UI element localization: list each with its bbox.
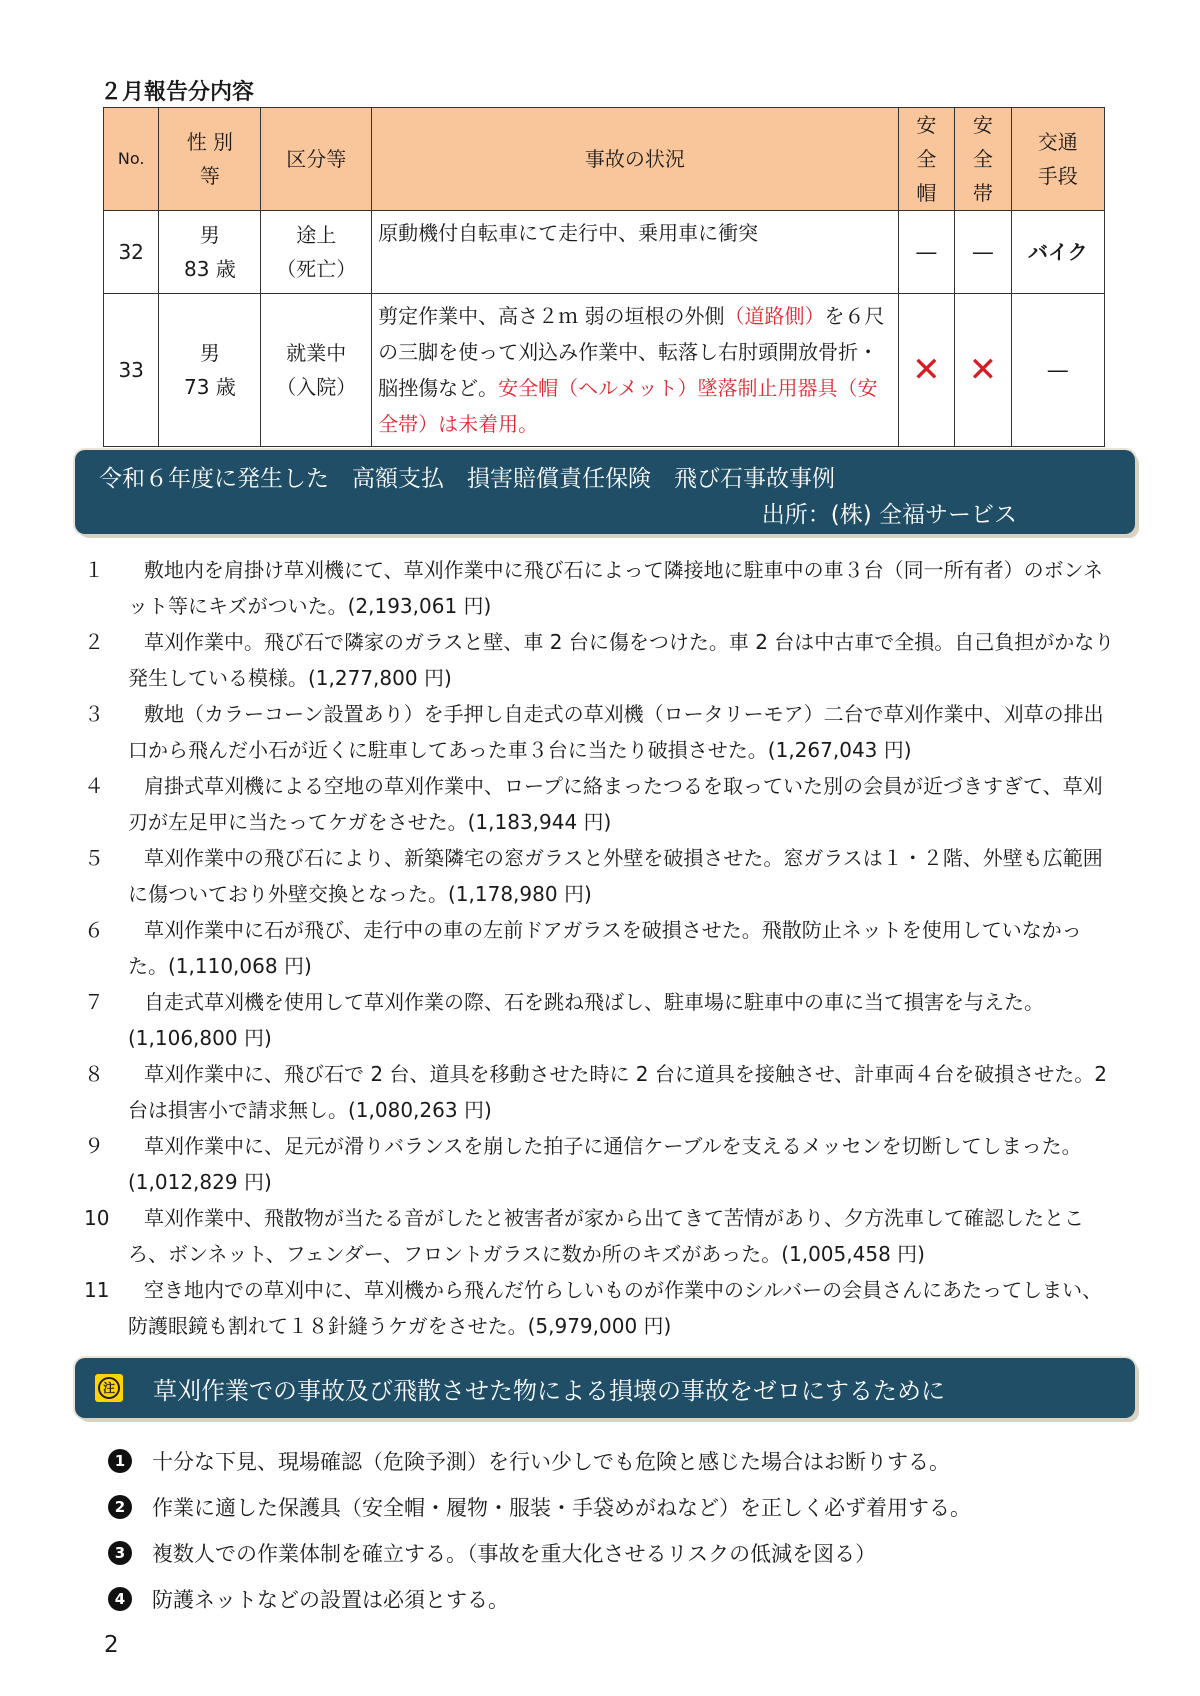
measure-text: 十分な下見、現場確認（危険予測）を行い少しでも危険と感じた場合はお断りする。 (152, 1450, 950, 1474)
case-number: 11 (84, 1278, 110, 1302)
cell-category (261, 211, 372, 294)
case-number: ９ (84, 1134, 104, 1158)
case-text: 草刈作業中の飛び石により、新築隣宅の窓ガラスと外壁を破損させた。窓ガラスは１・２階、外壁も広範囲に傷ついており外壁交換となった。(1,178,980 円) (128, 846, 1103, 906)
case-item (84, 1128, 1116, 1200)
case-item (84, 552, 1116, 624)
case-text: 草刈作業中。飛び石で隣家のガラスと壁、車 2 台に傷をつけた。車 2 台は中古車で全損。自己負担がかなり発生している模様。(1,277,800 円) (128, 630, 1115, 690)
cell-age: 73 歳 (183, 375, 236, 399)
measure-text: 作業に適した保護具（安全帽・履物・服装・手袋めがねなど）を正しく必ず着用する。 (152, 1496, 971, 1520)
cell-gender-value: 男 (199, 223, 220, 247)
col-transport-1: 交通 (1037, 130, 1078, 154)
cell-situation: 原動機付自転車にて走行中、乗用車に衝突 (372, 211, 899, 294)
case-text: 自走式草刈機を使用して草刈作業の際、石を跳ね飛ばし、駐車場に駐車中の車に当て損害を与えた。(1,106,800 円) (128, 990, 1044, 1050)
cell-situation (372, 294, 899, 447)
cell-helmet: ― (898, 211, 954, 294)
case-number: ２ (84, 630, 104, 654)
col-situation: 事故の状況 (372, 108, 899, 211)
col-gender-bottom: 等 (199, 164, 220, 188)
col-gender-top: 性 別 (186, 130, 234, 154)
case-text: 草刈作業中に、飛び石で 2 台、道具を移動させた時に 2 台に道具を接触させ、計車両４台を破損させた。2台は損害小で請求無し。(1,080,263 円) (128, 1062, 1108, 1122)
situation-text-a: 剪定作業中、高さ２ｍ 弱の垣根の外側 (378, 304, 725, 328)
case-item (84, 840, 1116, 912)
measure-number-icon: 1 (108, 1449, 132, 1473)
cell-transport: バイク (1011, 211, 1104, 294)
col-helmet (898, 108, 954, 211)
case-text: 肩掛式草刈機による空地の草刈作業中、ロープに絡まったつるを取っていた別の会員が近づきすぎて、草刈刃が左足甲に当たってケガをさせた。(1,183,944 円) (128, 774, 1103, 834)
measure-item (108, 1438, 1108, 1484)
col-harness-3: 帯 (972, 181, 993, 205)
cell-harness: ― (955, 211, 1011, 294)
case-number: ６ (84, 918, 104, 942)
cell-category (261, 294, 372, 447)
col-transport (1011, 108, 1104, 211)
prevention-banner (75, 1358, 1135, 1418)
incident-table (103, 107, 1105, 447)
table-header-row (104, 108, 1105, 211)
cell-no: 32 (104, 211, 159, 294)
case-text: 敷地（カラーコーン設置あり）を手押し自走式の草刈機（ロータリーモア）二台で草刈作業中、刈草の排出口から飛んだ小石が近くに駐車してあった車３台に当たり破損させた。(1,267,043 円) (128, 702, 1104, 762)
cell-age: 83 歳 (183, 257, 236, 281)
col-harness (955, 108, 1011, 211)
case-number: ８ (84, 1062, 104, 1086)
measure-list (108, 1438, 1108, 1622)
prevention-banner-title: 草刈作業での事故及び飛散させた物による損壊の事故をゼロにするために (153, 1377, 945, 1405)
cell-category-detail: （死亡） (276, 257, 357, 281)
situation-warning: 安全帽（ヘルメット）墜落制止用器具（安全帯）は未着用。 (378, 376, 878, 436)
case-item (84, 624, 1116, 696)
col-helmet-2: 全 (916, 147, 937, 171)
cell-gender (159, 294, 261, 447)
col-helmet-3: 帽 (916, 181, 937, 205)
cell-category-value: 就業中 (286, 341, 347, 365)
case-list (84, 552, 1116, 1344)
col-transport-2: 手段 (1037, 164, 1078, 188)
case-text: 草刈作業中、飛散物が当たる音がしたと被害者が家から出てきて苦情があり、夕方洗車して確認したところ、ボンネット、フェンダー、フロントガラスに数か所のキズがあった。(1,005,458 円) (128, 1206, 1084, 1266)
measure-item (108, 1530, 1108, 1576)
situation-road-side: （道路側） (724, 304, 825, 328)
case-number: ３ (84, 702, 104, 726)
cell-no: 33 (104, 294, 159, 447)
table-row (104, 294, 1105, 447)
case-item (84, 984, 1116, 1056)
col-helmet-1: 安 (916, 113, 937, 137)
cases-banner (75, 450, 1135, 534)
cell-category-detail: （入院） (276, 375, 357, 399)
col-no: No. (104, 108, 159, 211)
cell-harness-cross-icon: ✕ (955, 294, 1011, 447)
case-number: １ (84, 558, 104, 582)
case-number: 10 (84, 1206, 110, 1230)
cell-category-value: 途上 (296, 223, 337, 247)
cases-banner-source: 出所：(株) 全福サービス (761, 502, 1017, 528)
case-item (84, 768, 1116, 840)
measure-number-icon: 4 (108, 1587, 132, 1611)
col-category: 区分等 (261, 108, 372, 211)
cell-transport: ― (1011, 294, 1104, 447)
cases-banner-title: 令和６年度に発生した 高額支払 損害賠償責任保険 飛び石事故事例 (99, 466, 835, 492)
measure-item (108, 1576, 1108, 1622)
col-harness-1: 安 (972, 113, 993, 137)
situation-text-b: を６尺の三脚を使って刈込み作業中、転落し右肘頭開放骨折・脳挫傷など。 (378, 304, 885, 400)
measure-item (108, 1484, 1108, 1530)
measure-number-icon: 3 (108, 1541, 132, 1565)
cell-gender (159, 211, 261, 294)
table-row (104, 211, 1105, 294)
case-number: ５ (84, 846, 104, 870)
case-item (84, 912, 1116, 984)
case-item (84, 1272, 1116, 1344)
case-text: 空き地内での草刈中に、草刈機から飛んだ竹らしいものが作業中のシルバーの会員さんにあたってしまい、防護眼鏡も割れて１８針縫うケガをさせた。(5,979,000 円) (128, 1278, 1103, 1338)
case-number: ４ (84, 774, 104, 798)
case-number: ７ (84, 990, 104, 1014)
section-title: ２月報告分内容 (100, 80, 255, 105)
case-text: 草刈作業中に、足元が滑りバランスを崩した拍子に通信ケーブルを支えるメッセンを切断してしまった。(1,012,829 円) (128, 1134, 1082, 1194)
caution-icon (95, 1374, 123, 1402)
col-gender (159, 108, 261, 211)
col-harness-2: 全 (972, 147, 993, 171)
page-number: 2 (104, 1632, 119, 1658)
measure-text: 防護ネットなどの設置は必須とする。 (152, 1588, 509, 1612)
case-text: 草刈作業中に石が飛び、走行中の車の左前ドアガラスを破損させた。飛散防止ネットを使用していなかった。(1,110,068 円) (128, 918, 1082, 978)
case-item (84, 1200, 1116, 1272)
caution-label: 注 (98, 1377, 120, 1399)
measure-number-icon: 2 (108, 1495, 132, 1519)
cell-gender-value: 男 (199, 341, 220, 365)
case-item (84, 696, 1116, 768)
case-item (84, 1056, 1116, 1128)
cell-helmet-cross-icon: ✕ (898, 294, 954, 447)
case-text: 敷地内を肩掛け草刈機にて、草刈作業中に飛び石によって隣接地に駐車中の車３台（同一所有者）のボンネット等にキズがついた。(2,193,061 円) (128, 558, 1103, 618)
measure-text: 複数人での作業体制を確立する。（事故を重大化させるリスクの低減を図る） (152, 1542, 877, 1566)
